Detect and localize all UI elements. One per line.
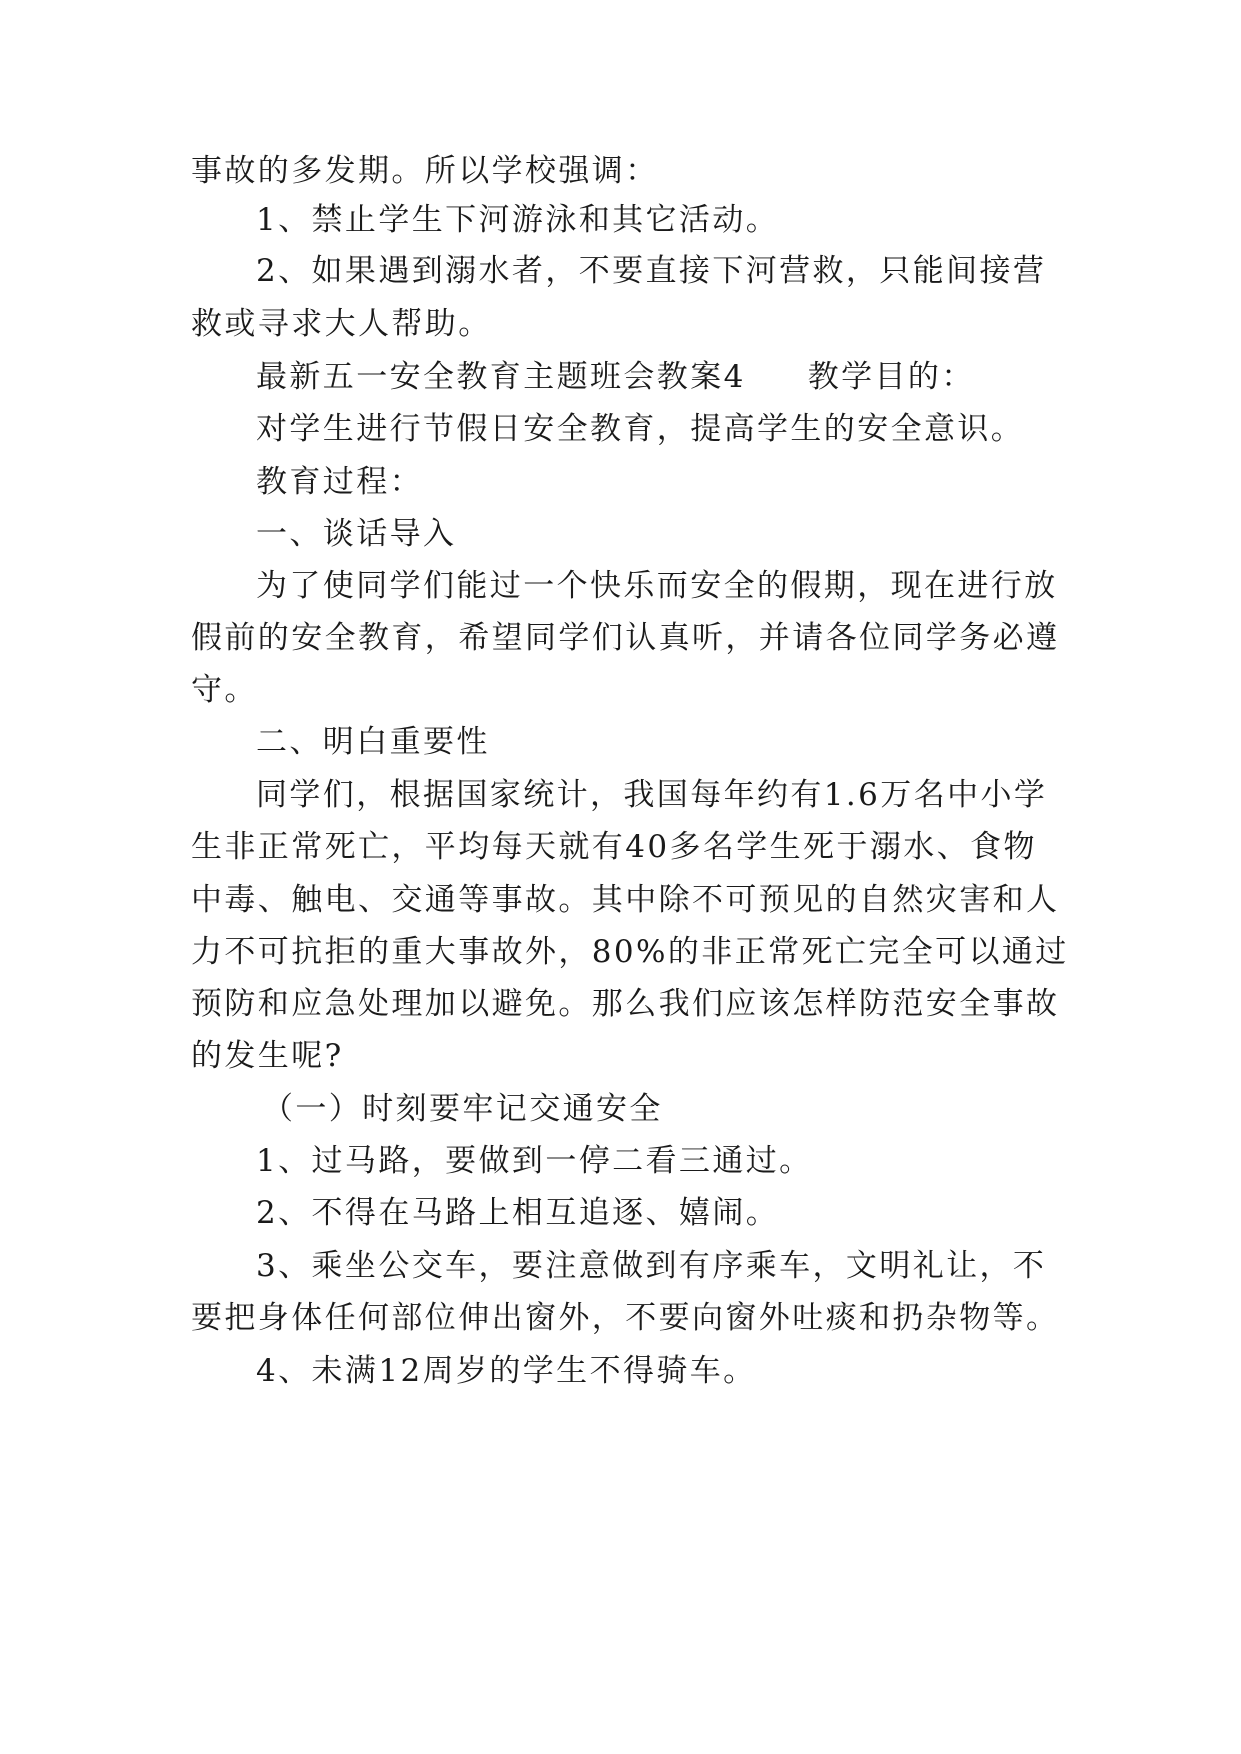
section-title: 最新五一安全教育主题班会教案4 [256,359,746,395]
subheading: 教育过程： [256,464,423,500]
paragraph-line: 守。 [191,672,258,708]
paragraph-line: 的发生呢? [191,1038,344,1074]
paragraph-line: 事故的多发期。所以学校强调： [191,153,659,189]
list-item: 2、不得在马路上相互追逐、嬉闹。 [256,1195,780,1231]
subheading: （一）时刻要牢记交通安全 [262,1091,663,1127]
list-item: 1、禁止学生下河游泳和其它活动。 [256,202,780,238]
subheading: 一、谈话导入 [256,516,457,552]
subheading: 教学目的： [807,359,975,395]
paragraph-line: 对学生进行节假日安全教育，提高学生的安全意识。 [256,411,1025,447]
paragraph-line: 中毒、触电、交通等事故。其中除不可预见的自然灾害和人 [191,882,1060,918]
section-heading-line [256,357,1071,397]
paragraph-line: 同学们，根据国家统计，我国每年约有1.6万名中小学 [256,777,1048,813]
paragraph-line: 生非正常死亡，平均每天就有40多名学生死于溺水、食物 [191,829,1037,865]
paragraph-line: 力不可抗拒的重大事故外，80%的非正常死亡完全可以通过 [191,934,1069,970]
list-item: 4、未满12周岁的学生不得骑车。 [256,1353,757,1389]
paragraph-line: 要把身体任何部位伸出窗外，不要向窗外吐痰和扔杂物等。 [191,1300,1060,1336]
list-item: 1、过马路，要做到一停二看三通过。 [256,1143,813,1179]
subheading: 二、明白重要性 [256,724,490,760]
list-item: 3、乘坐公交车，要注意做到有序乘车，文明礼让，不 [256,1248,1047,1284]
paragraph-line: 为了使同学们能过一个快乐而安全的假期，现在进行放 [256,568,1058,604]
paragraph-line: 救或寻求大人帮助。 [191,306,492,342]
paragraph-line: 预防和应急处理加以避免。那么我们应该怎样防范安全事故 [191,986,1060,1022]
list-item: 2、如果遇到溺水者，不要直接下河营救，只能间接营 [256,253,1047,289]
paragraph-line: 假前的安全教育，希望同学们认真听，并请各位同学务必遵 [191,620,1060,656]
